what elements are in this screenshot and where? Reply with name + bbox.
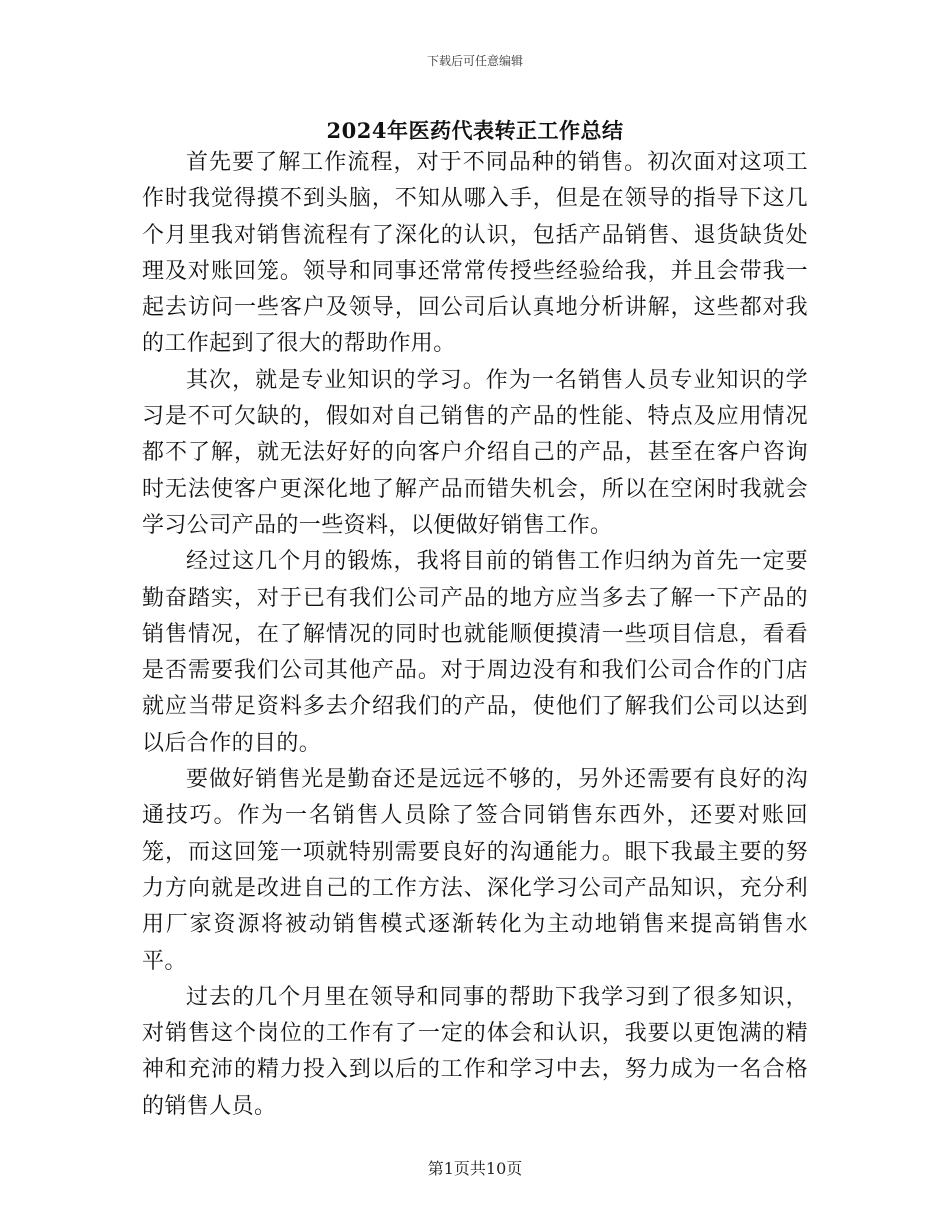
page-footer: 第1页共10页 bbox=[427, 1159, 523, 1178]
paragraph-4: 要做好销售光是勤奋还是远远不够的，另外还需要有良好的沟通技巧。作为一名销售人员除了签合同销售东西外，还要对账回笼，而这回笼一项就特别需要良好的沟通能力。眼下我最主要的努力方向就是改进自己的工作方法、深化学习公司产品知识，充分利用厂家资源将被动销售模式逐渐转化为主动地销售来提高销售水平。 bbox=[142, 767, 808, 974]
document-title: 2024年医药代表转正工作总结 bbox=[326, 118, 624, 143]
paragraph-5: 过去的几个月里在领导和同事的帮助下我学习到了很多知识，对销售这个岗位的工作有了一定的体会和认识，我要以更饱满的精神和充沛的精力投入到以后的工作和学习中去，努力成为一名合格的销售人员。 bbox=[142, 984, 808, 1119]
document-body bbox=[142, 145, 808, 1125]
page-header: 下载后可任意编辑 bbox=[426, 54, 523, 68]
paragraph-2: 其次，就是专业知识的学习。作为一名销售人员专业知识的学习是不可欠缺的，假如对自己销售的产品的性能、特点及应用情况都不了解，就无法好好的向客户介绍自己的产品，甚至在客户咨询时无法使客户更深化地了解产品而错失机会，所以在空闲时我就会学习公司产品的一些资料，以便做好销售工作。 bbox=[142, 367, 808, 538]
paragraph-1: 首先要了解工作流程，对于不同品种的销售。初次面对这项工作时我觉得摸不到头脑，不知从哪入手，但是在领导的指导下这几个月里我对销售流程有了深化的认识，包括产品销售、退货缺货处理及对账回笼。领导和同事还常常传授些经验给我，并且会带我一起去访问一些客户及领导，回公司后认真地分析讲解，这些都对我的工作起到了很大的帮助作用。 bbox=[142, 150, 808, 357]
paragraph-3: 经过这几个月的锻炼，我将目前的销售工作归纳为首先一定要勤奋踏实，对于已有我们公司产品的地方应当多去了解一下产品的销售情况，在了解情况的同时也就能顺便摸清一些项目信息，看看是否需要我们公司其他产品。对于周边没有和我们公司合作的门店就应当带足资料多去介绍我们的产品，使他们了解我们公司以达到以后合作的目的。 bbox=[142, 549, 808, 756]
